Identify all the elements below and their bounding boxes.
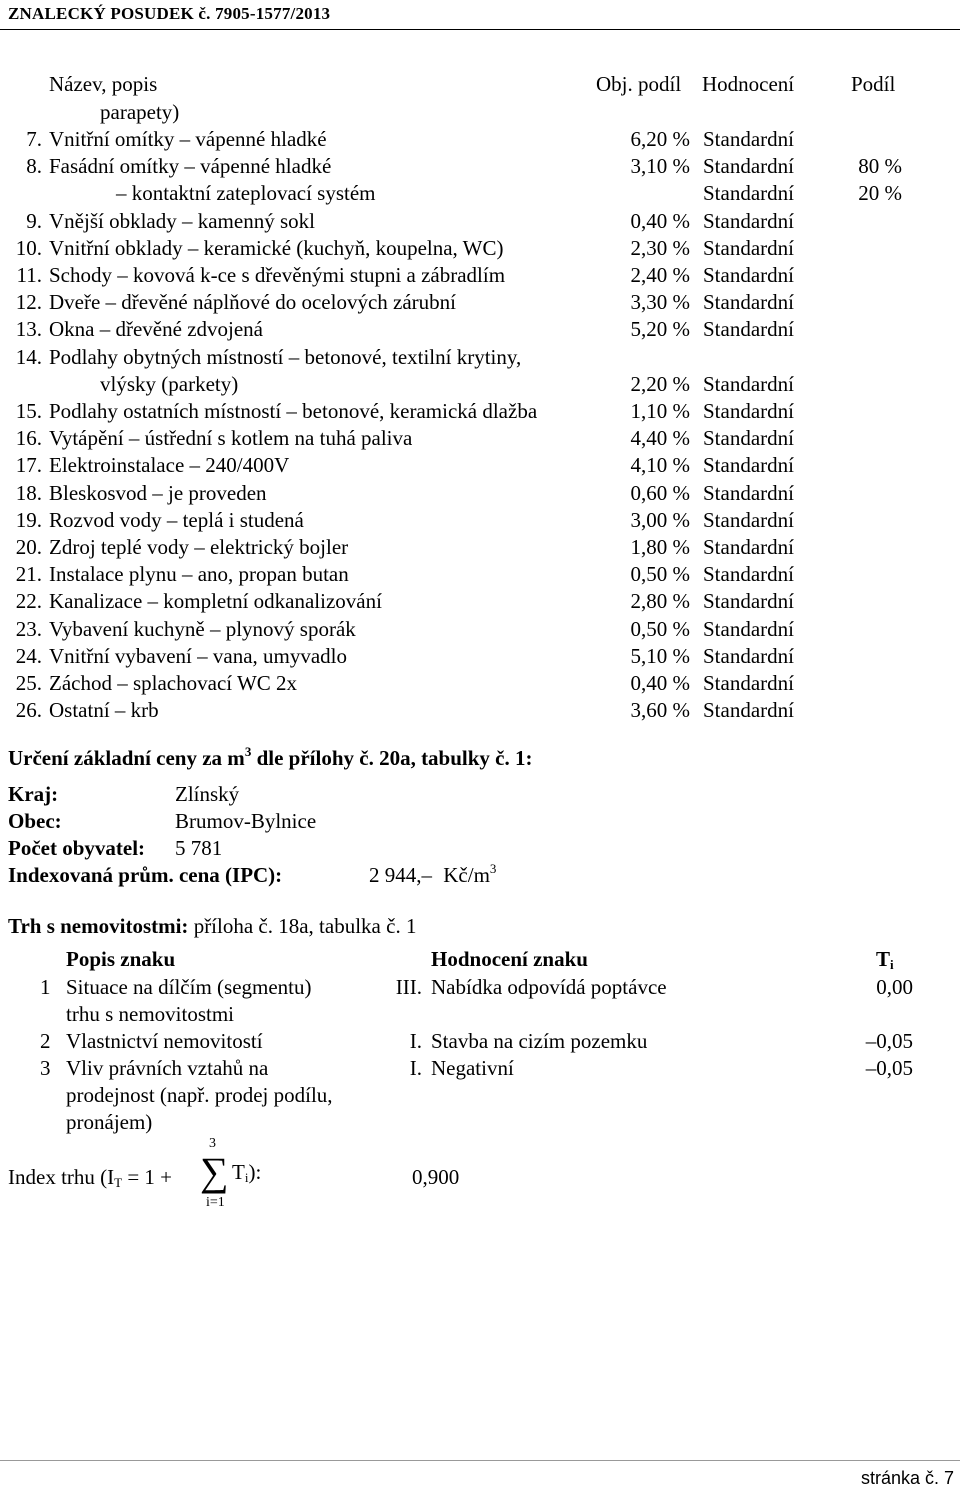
row-number: 11. [16, 263, 42, 287]
row-share: 0,40 % [630, 671, 690, 695]
row-share: 4,10 % [630, 453, 690, 477]
row-name: Elektroinstalace – 240/400V [49, 453, 290, 477]
row-rating: Standardní [703, 481, 794, 505]
row-rating: Standardní [703, 290, 794, 314]
row-name: Záchod – splachovací WC 2x [49, 671, 298, 695]
col-header-name: Název, popis [49, 72, 158, 96]
continuation-text: parapety) [100, 100, 180, 124]
row-name: Schody – kovová k-ce s dřevěnými stupni a zábradlím [49, 263, 506, 287]
row-rating: Standardní [703, 453, 794, 477]
row-number: 10. [15, 236, 42, 260]
row-share: 1,80 % [630, 535, 690, 559]
sum-term: $T_i$): [232, 1160, 262, 1185]
row-number: 16. [15, 426, 42, 450]
row-part: 80 % [858, 154, 902, 178]
sum-lower-bound: i=1 [206, 1195, 225, 1210]
market-row-rating: Negativní [431, 1056, 514, 1080]
row-rating: Standardní [703, 698, 794, 722]
row-number: 18. [15, 481, 42, 505]
row-number: 7. [26, 127, 42, 151]
row-rating: Standardní [703, 127, 794, 151]
row-number: 21. [15, 562, 42, 586]
market-row-grade: I. [409, 1056, 422, 1080]
population-label: Počet obyvatel: [8, 836, 146, 860]
market-row-ti: 0,00 [876, 975, 913, 999]
row-share: 3,00 % [630, 508, 690, 532]
row-name: Vytápění – ústřední s kotlem na tuhá paliva [49, 426, 413, 450]
row-number: 14. [15, 345, 42, 369]
market-col-rating: Hodnocení znaku [431, 947, 588, 971]
footer-rule [0, 1460, 960, 1461]
col-header-share: Obj. podíl [596, 72, 682, 96]
market-col-ti: $T_i$ [876, 947, 894, 972]
base-price-heading: Určení základní ceny za $m^3$ dle přílohy č. 20a, tabulky č. 1: [8, 744, 533, 770]
row-name: Ostatní – krb [49, 698, 159, 722]
row-share: 2,80 % [630, 589, 690, 613]
row-share: 0,60 % [630, 481, 690, 505]
row-name: Zdroj teplé vody – elektrický bojler [49, 535, 349, 559]
row-number: 24. [15, 644, 42, 668]
ipc-value: 2 944,– $Kč/m^3$ [369, 861, 497, 887]
market-heading: Trh s nemovitostmi: příloha č. 18a, tabulka č. 1 [8, 914, 417, 938]
market-row-number: 2 [40, 1029, 51, 1053]
index-label: Index trhu ($I_T = 1$ + [8, 1165, 173, 1190]
row-share: 3,30 % [630, 290, 690, 314]
row-share: 2,40 % [630, 263, 690, 287]
row-rating: Standardní [703, 372, 794, 396]
market-row-desc: Vliv právních vztahů na [66, 1056, 269, 1080]
row-name: Okna – dřevěné zdvojená [49, 317, 263, 341]
col-header-part: Podíl [851, 72, 896, 96]
row-name: Dveře – dřevěné náplňové do ocelových zárubní [49, 290, 456, 314]
row-part: 20 % [858, 181, 902, 205]
row-name: vlýsky (parkety) [100, 372, 239, 396]
obec-label: Obec: [8, 809, 62, 833]
row-number: 25. [15, 671, 42, 695]
row-name: Bleskosvod – je proveden [49, 481, 267, 505]
page-number: stránka č. 7 [860, 1468, 954, 1488]
row-number: 12. [15, 290, 42, 314]
market-row-desc-cont: trhu s nemovitostmi [66, 1002, 234, 1026]
kraj-label: Kraj: [8, 782, 59, 806]
row-share: 4,40 % [630, 426, 690, 450]
row-share: 3,60 % [630, 698, 690, 722]
row-number: 9. [26, 209, 42, 233]
row-share: 0,40 % [630, 209, 690, 233]
row-number: 26. [15, 698, 42, 722]
row-name: Podlahy obytných místností – betonové, textilní krytiny, [49, 345, 522, 369]
row-number: 15. [15, 399, 42, 423]
kraj-value: Zlínský [175, 782, 240, 806]
row-rating: Standardní [703, 399, 794, 423]
document-header: ZNALECKÝ POSUDEK č. 7905-1577/2013 [8, 4, 331, 23]
market-col-desc: Popis znaku [66, 947, 176, 971]
row-number: 19. [15, 508, 42, 532]
col-header-rating: Hodnocení [702, 72, 795, 96]
row-rating: Standardní [703, 508, 794, 532]
row-name: Vnitřní obklady – keramické (kuchyň, koupelna, WC) [49, 236, 504, 260]
obec-value: Brumov-Bylnice [175, 809, 317, 833]
row-number: 23. [15, 617, 42, 641]
sum-symbol: ∑ [200, 1149, 229, 1194]
market-row-rating: Nabídka odpovídá poptávce [431, 975, 667, 999]
row-name: Fasádní omítky – vápenné hladké [49, 154, 332, 178]
row-rating: Standardní [703, 617, 794, 641]
sum-upper-bound: 3 [209, 1136, 216, 1151]
market-row-number: 3 [40, 1056, 51, 1080]
row-name: Vnější obklady – kamenný sokl [49, 209, 315, 233]
row-name: Vnitřní omítky – vápenné hladké [49, 127, 327, 151]
row-share: 1,10 % [630, 399, 690, 423]
row-share: 5,10 % [630, 644, 690, 668]
market-row-desc: Situace na dílčím (segmentu) [66, 975, 312, 999]
row-number: 13. [15, 317, 42, 341]
market-row-ti: –0,05 [865, 1029, 913, 1053]
row-rating: Standardní [703, 426, 794, 450]
market-row-rating: Stavba na cizím pozemku [431, 1029, 648, 1053]
row-rating: Standardní [703, 263, 794, 287]
market-row-desc-cont: pronájem) [66, 1110, 153, 1134]
row-share: 2,20 % [630, 372, 690, 396]
row-rating: Standardní [703, 589, 794, 613]
row-share: 3,10 % [630, 154, 690, 178]
index-value: 0,900 [412, 1165, 460, 1189]
row-name: Rozvod vody – teplá i studená [49, 508, 304, 532]
row-rating: Standardní [703, 671, 794, 695]
ipc-label: Indexovaná prům. cena (IPC): [8, 863, 283, 887]
row-rating: Standardní [703, 644, 794, 668]
row-name: Vnitřní vybavení – vana, umyvadlo [49, 644, 348, 668]
row-name: – kontaktní zateplovací systém [116, 181, 376, 205]
row-rating: Standardní [703, 181, 794, 205]
row-rating: Standardní [703, 535, 794, 559]
header-rule [0, 29, 960, 30]
row-rating: Standardní [703, 317, 794, 341]
row-share: 5,20 % [630, 317, 690, 341]
row-rating: Standardní [703, 209, 794, 233]
row-rating: Standardní [703, 154, 794, 178]
row-number: 20. [15, 535, 42, 559]
market-row-ti: –0,05 [865, 1056, 913, 1080]
row-name: Vybavení kuchyně – plynový sporák [49, 617, 356, 641]
population-value: 5 781 [175, 836, 223, 860]
row-rating: Standardní [703, 562, 794, 586]
row-rating: Standardní [703, 236, 794, 260]
market-row-desc: Vlastnictví nemovitostí [66, 1029, 263, 1053]
market-row-desc-cont: prodejnost (např. prodej podílu, [66, 1083, 333, 1107]
row-share: 0,50 % [630, 617, 690, 641]
row-number: 8. [26, 154, 42, 178]
row-share: 6,20 % [630, 127, 690, 151]
row-name: Instalace plynu – ano, propan butan [49, 562, 349, 586]
market-row-number: 1 [40, 975, 51, 999]
row-share: 2,30 % [630, 236, 690, 260]
row-number: 22. [15, 589, 42, 613]
market-row-grade: I. [409, 1029, 422, 1053]
row-share: 0,50 % [630, 562, 690, 586]
row-name: Podlahy ostatních místností – betonové, keramická dlažba [49, 399, 538, 423]
row-name: Kanalizace – kompletní odkanalizování [49, 589, 382, 613]
market-row-grade: III. [395, 975, 422, 999]
row-number: 17. [15, 453, 42, 477]
